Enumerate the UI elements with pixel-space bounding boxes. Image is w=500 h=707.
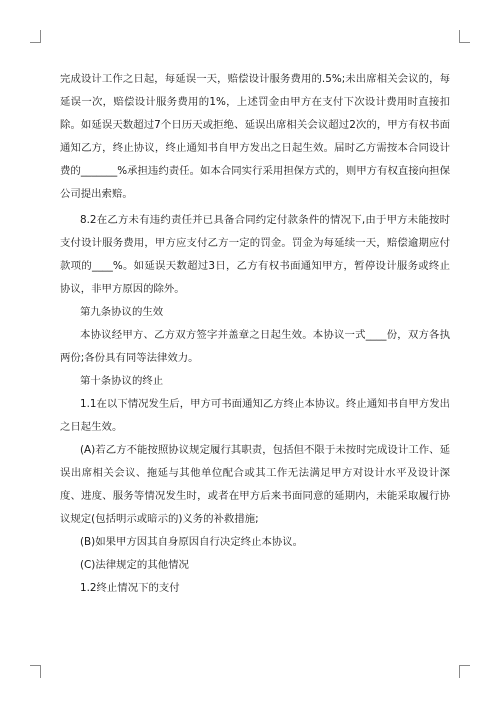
crop-mark-top-left bbox=[30, 30, 41, 43]
paragraph-8-2: 8.2在乙方未有违约责任并已具备合同约定付款条件的情况下,由于甲方未能按时支付设计服务费用，甲方应支付乙方一定的罚金。罚金为每延续一天，赔偿逾期应付款项的____%。如延误天数超过3日，乙方有权书面通知甲方，暂停设计服务或终止协议，非甲方原因的除外。 bbox=[60, 214, 450, 295]
heading-article-9: 第九条协议的生效 bbox=[80, 306, 164, 318]
paragraph-clause-c: (C)法律规定的其他情况 bbox=[80, 559, 189, 571]
paragraph-penalty-continuation: 完成设计工作之日起，每延误一天，赔偿设计服务费用的.5%;未出席相关会议的，每延误一次，赔偿设计服务费用的1%，上述罚金由甲方在支付下次设计费用时直接扣除。如延误天数超过7个日历天或拒绝、延误出席相关会议超过2次的，甲方有权书面通知乙方，终止协议，终止通知书自甲方发出之日起生效。届时乙方需按本合同设计费的_______%承担违约责任。如本合同实行采用担保方式的，则甲方有权直接向担保公司提出索赔。 bbox=[60, 73, 450, 200]
paragraph-clause-a: (A)若乙方不能按照协议规定履行其职责，包括但不限于未按时完成设计工作、延误出席相关会议、拖延与其他单位配合或其工作无法满足甲方对设计水平及设计深度、进度、服务等情况发生时，或者在甲方后来书面同意的延期内，未能采取履行协议规定(包括明示或暗示的)义务的补救措施; bbox=[60, 444, 450, 525]
crop-mark-top-right bbox=[459, 30, 470, 43]
heading-article-10: 第十条协议的终止 bbox=[80, 375, 164, 387]
paragraph-1-1: 1.1在以下情况发生后，甲方可书面通知乙方终止本协议。终止通知书自甲方发出之日起生效。 bbox=[60, 398, 450, 433]
crop-mark-bottom-right bbox=[459, 665, 470, 678]
paragraph-1-2: 1.2终止情况下的支付 bbox=[80, 582, 180, 594]
crop-mark-bottom-left bbox=[30, 665, 41, 678]
paragraph-clause-b: (B)如果甲方因其自身原因自行决定终止本协议。 bbox=[80, 536, 304, 548]
document-body bbox=[60, 68, 450, 600]
paragraph-effectiveness: 本协议经甲方、乙方双方签字并盖章之日起生效。本协议一式____份，双方各执两份;各份具有同等法律效力。 bbox=[60, 329, 450, 364]
